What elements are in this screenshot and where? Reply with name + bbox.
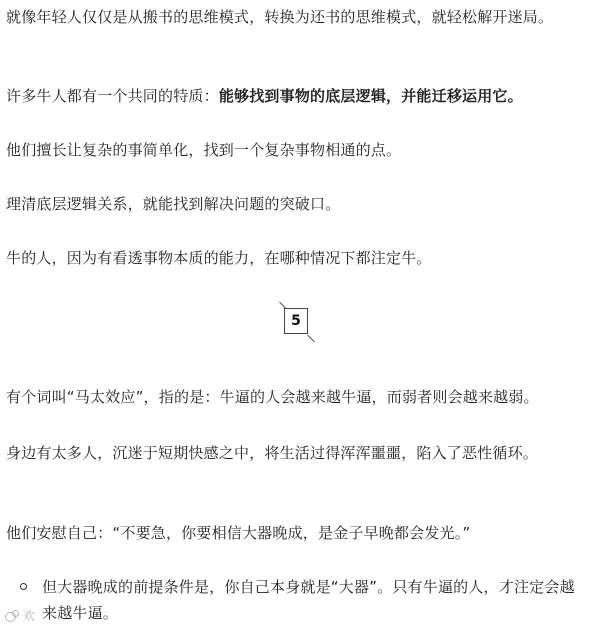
paragraph-simplify: 他们擅长让复杂的事简单化，找到一个复杂事物相通的点。	[6, 141, 402, 159]
corner-tick-bottom-right	[307, 335, 315, 343]
bullet-list	[20, 574, 578, 626]
watermark	[4, 607, 35, 624]
paragraph-essence: 牛的人，因为有看透事物本质的能力，在哪种情况下都注定牛。	[6, 249, 432, 267]
list-item	[20, 574, 578, 626]
weibo-icon	[4, 610, 20, 622]
section-number: 5	[284, 308, 308, 334]
paragraph-common-trait	[6, 83, 584, 109]
paragraph-mindset: 就像年轻人仅仅是从搬书的思维模式，转换为还书的思维模式，就轻松解开迷局。	[6, 8, 554, 26]
hollow-bullet-icon	[20, 583, 27, 590]
list-item-text: 但大器晚成的前提条件是，你自己本身就是“大器”。只有牛逼的人，才注定会越来越牛逼。	[42, 578, 575, 622]
paragraph-logic: 理清底层逻辑关系，就能找到解决问题的突破口。	[6, 195, 341, 213]
paragraph-common-trait-emphasis: 能够找到事物的底层逻辑，并能迁移运用它。	[218, 87, 523, 105]
paragraph-vicious-circle: 身边有太多人，沉迷于短期快感之中，将生活过得浑浑噩噩，陷入了恶性循环。	[6, 444, 539, 462]
watermark-text: 欢	[23, 609, 36, 623]
paragraph-matthew-effect: 有个词叫“马太效应”，指的是：牛逼的人会越来越牛逼，而弱者则会越来越弱。	[6, 388, 539, 406]
section-number-marker	[282, 305, 310, 337]
paragraph-common-trait-lead: 许多牛人都有一个共同的特质：	[6, 87, 219, 105]
paragraph-self-comfort: 他们安慰自己：“不要急，你要相信大器晚成，是金子早晚都会发光。”	[6, 524, 471, 542]
